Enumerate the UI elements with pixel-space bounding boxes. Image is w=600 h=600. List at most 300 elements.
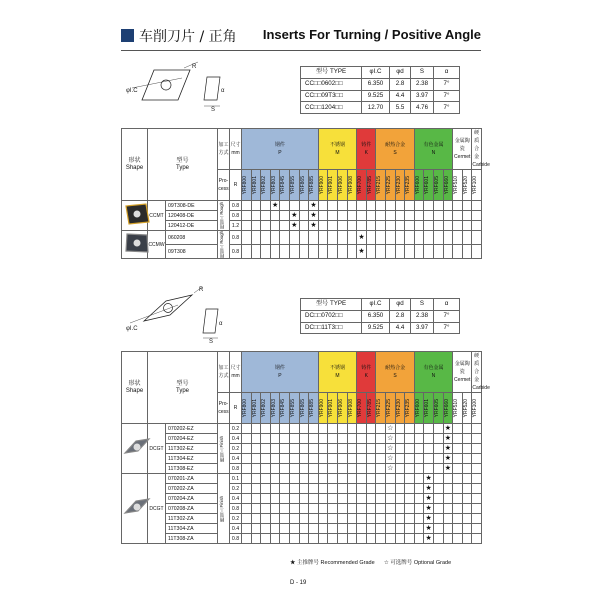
t2-grade-17-label: YRF235 <box>405 398 412 418</box>
t2-cell-0-1-0 <box>242 434 252 444</box>
t2-cell-0-1-4 <box>280 434 290 444</box>
t1-cell-0-1-17 <box>405 211 415 221</box>
dim2-h-d: φd <box>390 299 411 311</box>
t2-cell-0-4-13 <box>366 464 376 474</box>
t2-cell-0-3-19 <box>424 454 434 464</box>
t2-grade-3-label: YRF803 <box>270 398 277 418</box>
t2-cell-1-2-17 <box>405 494 415 504</box>
t1-group-4 <box>414 129 452 170</box>
t1-cell-1-1-21 <box>443 245 453 259</box>
t2-cell-0-1-22 <box>453 434 463 444</box>
t2-grade-5-label: YRF855 <box>289 398 296 418</box>
t1-grade-14-label: YRF215 <box>376 175 383 195</box>
t2-grade-20 <box>433 393 443 424</box>
t2-cell-0-3-18 <box>414 454 424 464</box>
t1-cell-0-2-11 <box>347 221 357 231</box>
t2-cell-1-5-13 <box>366 524 376 534</box>
t2-row-1-5 <box>122 524 482 534</box>
dim2-h-type: 型号 TYPE <box>301 299 362 311</box>
t2-cell-0-2-15: ☆ <box>387 444 394 452</box>
dim2-r1-c3: 3.97 <box>411 322 434 334</box>
t1-cell-1-0-23 <box>462 231 472 245</box>
t2-cell-1-0-6 <box>299 474 309 484</box>
t2-cell-1-3-23 <box>462 504 472 514</box>
t2-cell-1-1-11 <box>347 484 357 494</box>
t1-cell-1-1-23 <box>462 245 472 259</box>
t2-process-0 <box>218 424 230 474</box>
t2-cell-1-1-24 <box>472 484 482 494</box>
t2-type-cn: 型号 <box>176 380 189 387</box>
t2-cell-1-5-18 <box>414 524 424 534</box>
t1-cell-0-1-2 <box>261 211 271 221</box>
dim2-r0-c2: 2.8 <box>390 310 411 322</box>
t2-r-header: R <box>230 393 242 424</box>
t2-type-header <box>148 352 218 424</box>
t1-row-1-1 <box>122 245 482 259</box>
dim2-r1-c0: DC□□11T3□□ <box>301 322 362 334</box>
t2-cell-0-2-4 <box>280 444 290 454</box>
t2-cell-0-4-21: ★ <box>444 464 451 472</box>
t2-cell-0-2-2 <box>261 444 271 454</box>
t2-r-1-0: 0.1 <box>230 474 242 484</box>
t2-cell-1-2-13 <box>366 494 376 504</box>
t1-cell-0-2-7: ★ <box>310 221 317 229</box>
t2-row-0-3 <box>122 454 482 464</box>
t2-cell-1-4-8 <box>318 514 328 524</box>
t2-cell-0-2-20 <box>433 444 443 454</box>
t2-grade-14-label: YRF215 <box>376 398 383 418</box>
t2-cell-0-4-4 <box>280 464 290 474</box>
t2-cell-1-1-9 <box>328 484 338 494</box>
t2-cell-1-3-11 <box>347 504 357 514</box>
t1-group-6 <box>472 129 490 170</box>
t2-cell-0-2-13 <box>366 444 376 454</box>
t2-cell-0-2-3 <box>270 444 280 454</box>
t1-group-0 <box>242 129 319 170</box>
dcgt-insert-icon <box>122 435 152 459</box>
t1-cell-0-0-24 <box>472 201 482 211</box>
t2-cell-1-2-18 <box>414 494 424 504</box>
t2-cell-1-2-21 <box>443 494 453 504</box>
t2-cell-1-3-21 <box>443 504 453 514</box>
dim2-r1-c4: 7° <box>434 322 460 334</box>
t2-group-1-cn: 不锈钢 <box>329 365 345 371</box>
dim1-r1-c4: 7° <box>434 90 460 102</box>
t1-cell-0-0-0 <box>242 201 252 211</box>
t2-cell-1-5-8 <box>318 524 328 534</box>
cc-dimension-table <box>300 66 460 114</box>
t2-cell-1-4-12 <box>357 514 367 524</box>
t2-cell-1-0-9 <box>328 474 338 484</box>
t1-cell-0-1-14 <box>376 211 386 221</box>
t1-cell-1-0-11 <box>347 231 357 245</box>
t2-cell-1-6-17 <box>405 534 415 544</box>
dim1-r1-c3: 3.97 <box>411 90 434 102</box>
t1-cell-1-1-11 <box>347 245 357 259</box>
t2-cell-1-4-18 <box>414 514 424 524</box>
t2-cell-1-2-3 <box>270 494 280 504</box>
t2-cell-1-5-6 <box>299 524 309 534</box>
t2-cell-0-4-22 <box>453 464 463 474</box>
t1-cell-1-0-1 <box>251 231 261 245</box>
legend <box>290 558 451 566</box>
t2-shape-en: Shape <box>125 387 144 394</box>
t1-cell-1-1-24 <box>472 245 482 259</box>
t2-cell-0-0-11 <box>347 424 357 434</box>
t2-cell-0-1-14 <box>376 434 386 444</box>
dim1-h-d: φd <box>390 67 411 79</box>
t2-grade-21 <box>443 393 453 424</box>
t2-cell-1-3-15 <box>385 504 395 514</box>
dim2-r1-c2: 4.4 <box>390 322 411 334</box>
t2-cell-1-5-7 <box>309 524 319 534</box>
t2-grade-23 <box>462 393 472 424</box>
t2-group-4-en: N <box>431 373 436 379</box>
t1-cell-0-2-1 <box>251 221 261 231</box>
t1-procss-header: Pro-cess <box>218 170 230 201</box>
diagram1-alpha-label: α <box>221 88 225 94</box>
t1-grade-0 <box>242 170 252 201</box>
t2-cell-1-4-16 <box>395 514 405 524</box>
t1-cell-0-2-5: ★ <box>291 221 298 229</box>
t2-cell-1-2-14 <box>376 494 386 504</box>
t1-row-0-2 <box>122 221 482 231</box>
t2-cell-0-4-17 <box>405 464 415 474</box>
t2-cell-0-1-13 <box>366 434 376 444</box>
t2-cell-1-5-22 <box>453 524 463 534</box>
t2-cell-1-0-5 <box>289 474 299 484</box>
t2-cell-0-1-20 <box>433 434 443 444</box>
t2-r-1-5: 0.4 <box>230 524 242 534</box>
t2-cell-0-1-8 <box>318 434 328 444</box>
t2-grade-4-label: YRF845 <box>280 398 287 418</box>
t1-cell-0-0-11 <box>347 201 357 211</box>
t2-code-0-4: 11T308-EZ <box>166 464 218 474</box>
t2-cell-0-2-12 <box>357 444 367 454</box>
t2-cell-1-4-11 <box>347 514 357 524</box>
t2-cell-0-3-6 <box>299 454 309 464</box>
t2-shape-cn: 形状 <box>128 380 141 387</box>
t1-cell-0-0-10 <box>337 201 347 211</box>
t2-cell-1-6-20 <box>433 534 443 544</box>
t2-cell-0-2-17 <box>405 444 415 454</box>
t2-cell-0-0-22 <box>453 424 463 434</box>
t1-cell-0-1-16 <box>395 211 405 221</box>
t1-cell-0-2-20 <box>433 221 443 231</box>
t2-cell-0-1-16 <box>395 434 405 444</box>
t1-cell-0-1-11 <box>347 211 357 221</box>
t2-cell-1-4-10 <box>337 514 347 524</box>
dim1-r2-c0: CC□□1204□□ <box>301 102 362 114</box>
dim1-r0-c2: 2.8 <box>390 78 411 90</box>
t2-grade-15 <box>385 393 395 424</box>
t2-cell-1-1-17 <box>405 484 415 494</box>
t1-cell-0-0-20 <box>433 201 443 211</box>
t2-cell-1-5-9 <box>328 524 338 534</box>
t2-cell-0-1-17 <box>405 434 415 444</box>
t2-grade-16-label: YRF230 <box>395 398 402 418</box>
t1-shape-cn: 形状 <box>128 157 141 164</box>
t2-cell-0-0-13 <box>366 424 376 434</box>
t1-cell-1-1-16 <box>395 245 405 259</box>
t1-cell-1-0-24 <box>472 231 482 245</box>
t2-cell-1-2-23 <box>462 494 472 504</box>
t1-grade-3 <box>270 170 280 201</box>
t2-cell-1-0-1 <box>251 474 261 484</box>
t1-cell-0-1-18 <box>414 211 424 221</box>
t1-grade-12 <box>357 170 367 201</box>
t2-cell-0-3-4 <box>280 454 290 464</box>
dim1-r2-c3: 4.76 <box>411 102 434 114</box>
t2-cell-1-3-9 <box>328 504 338 514</box>
t2-header-row-1 <box>122 352 482 393</box>
t1-grade-22 <box>453 170 463 201</box>
t1-cell-0-0-12 <box>357 201 367 211</box>
t2-size-unit: mm <box>231 373 240 379</box>
t1-cell-0-1-6 <box>299 211 309 221</box>
t1-group-5-cn: 金属陶瓷 <box>454 138 470 152</box>
t2-group-5-cn: 金属陶瓷 <box>454 361 470 375</box>
t1-cell-0-1-0 <box>242 211 252 221</box>
t1-cell-0-0-16 <box>395 201 405 211</box>
t2-cell-0-0-15: ☆ <box>387 424 394 432</box>
t2-r-0-2: 0.2 <box>230 444 242 454</box>
t1-cell-1-1-20 <box>433 245 443 259</box>
t1-code-1-1: 09T308 <box>166 245 218 259</box>
t2-cell-1-6-19: ★ <box>425 534 432 542</box>
t2-cell-1-5-14 <box>376 524 386 534</box>
t2-cell-1-0-17 <box>405 474 415 484</box>
t1-cell-1-1-0 <box>242 245 252 259</box>
t2-cell-0-1-3 <box>270 434 280 444</box>
dim2-r0-c4: 7° <box>434 310 460 322</box>
t2-cell-1-6-14 <box>376 534 386 544</box>
t2-cell-1-2-8 <box>318 494 328 504</box>
t1-grade-22-label: YRF510 <box>453 175 460 195</box>
t1-cell-0-0-7: ★ <box>310 201 317 209</box>
t1-cell-1-0-15 <box>385 231 395 245</box>
t2-cell-1-3-7 <box>309 504 319 514</box>
t2-cell-0-2-11 <box>347 444 357 454</box>
t1-cell-1-0-8 <box>318 231 328 245</box>
t1-cell-0-2-16 <box>395 221 405 231</box>
t1-cell-0-2-23 <box>462 221 472 231</box>
t2-r-1-2: 0.4 <box>230 494 242 504</box>
t1-code-0-0: 09T308-DE <box>166 201 218 211</box>
t1-code-0-1: 120408-DE <box>166 211 218 221</box>
t1-grade-20 <box>433 170 443 201</box>
t2-cell-0-4-3 <box>270 464 280 474</box>
t2-group-0 <box>242 352 319 393</box>
t2-size-cn: 尺寸 <box>230 365 241 371</box>
t2-row-0-1 <box>122 434 482 444</box>
t2-cell-0-4-23 <box>462 464 472 474</box>
t2-cell-1-0-12 <box>357 474 367 484</box>
t1-cell-0-0-2 <box>261 201 271 211</box>
t2-cell-1-1-23 <box>462 484 472 494</box>
t1-row-1-0 <box>122 231 482 245</box>
t2-cell-0-0-5 <box>289 424 299 434</box>
t2-cell-1-1-21 <box>443 484 453 494</box>
t1-grade-8-label: YRF900 <box>318 175 325 195</box>
t2-cell-1-4-3 <box>270 514 280 524</box>
t2-cell-1-6-15 <box>385 534 395 544</box>
t2-grade-20-label: YRF605 <box>433 398 440 418</box>
t2-grade-8 <box>318 393 328 424</box>
t2-cell-1-6-4 <box>280 534 290 544</box>
t2-grade-22-label: YRF510 <box>453 398 460 418</box>
t2-process-0-label: 精加工 Finish <box>219 435 225 462</box>
t2-cell-1-5-10 <box>337 524 347 534</box>
t2-cell-0-2-16 <box>395 444 405 454</box>
dim2-r1-c1: 9.525 <box>362 322 390 334</box>
t2-code-1-0: 070201-ZA <box>166 474 218 484</box>
t1-cell-0-0-19 <box>424 201 434 211</box>
t2-cell-1-2-7 <box>309 494 319 504</box>
t1-cell-1-1-5 <box>289 245 299 259</box>
t1-cell-0-2-22 <box>453 221 463 231</box>
t2-cell-0-0-9 <box>328 424 338 434</box>
dim2-h-s: S <box>411 299 434 311</box>
t2-cell-0-3-16 <box>395 454 405 464</box>
t1-cell-1-1-17 <box>405 245 415 259</box>
t2-cell-0-4-24 <box>472 464 482 474</box>
t2-cell-1-0-13 <box>366 474 376 484</box>
t2-cell-0-2-10 <box>337 444 347 454</box>
t2-cell-1-3-16 <box>395 504 405 514</box>
t2-cell-0-0-20 <box>433 424 443 434</box>
t1-cell-0-2-13 <box>366 221 376 231</box>
t1-cell-1-0-9 <box>328 231 338 245</box>
t2-group-0-en: P <box>278 373 282 379</box>
t1-grade-18 <box>414 170 424 201</box>
t2-cell-1-2-6 <box>299 494 309 504</box>
t2-group-4-cn: 有色金属 <box>423 365 444 371</box>
t2-row-1-2 <box>122 494 482 504</box>
t2-cell-1-6-23 <box>462 534 472 544</box>
t2-cell-1-2-1 <box>251 494 261 504</box>
t2-group-0-cn: 钢件 <box>274 365 285 371</box>
t2-grade-2-label: YRF802 <box>261 398 268 418</box>
t2-cell-0-1-23 <box>462 434 472 444</box>
t2-cell-0-4-14 <box>376 464 386 474</box>
t1-cell-1-0-12: ★ <box>357 231 367 245</box>
t1-cell-1-0-19 <box>424 231 434 245</box>
t2-process-1-label: 精加工 Finish <box>219 495 225 522</box>
t1-cell-1-0-0 <box>242 231 252 245</box>
t1-cell-0-2-18 <box>414 221 424 231</box>
t2-cell-0-2-0 <box>242 444 252 454</box>
t2-grade-5 <box>289 393 299 424</box>
t1-process-1-label: 粗加工 Rough <box>219 231 225 258</box>
t1-r-0-1: 0.8 <box>230 211 242 221</box>
t2-cell-1-6-24 <box>472 534 482 544</box>
t2-cell-1-1-18 <box>414 484 424 494</box>
t2-cell-1-6-16 <box>395 534 405 544</box>
t1-code-1-0: 060208 <box>166 231 218 245</box>
t2-cell-0-2-1 <box>251 444 261 454</box>
t2-cell-0-3-12 <box>357 454 367 464</box>
t2-code-1-2: 070204-ZA <box>166 494 218 504</box>
t2-cell-1-6-9 <box>328 534 338 544</box>
t1-cell-0-1-15 <box>385 211 395 221</box>
t2-cell-1-1-13 <box>366 484 376 494</box>
t2-cell-0-0-7 <box>309 424 319 434</box>
t1-group-0-en: P <box>278 150 282 156</box>
t2-cell-0-2-7 <box>309 444 319 454</box>
t2-r-1-6: 0.8 <box>230 534 242 544</box>
t2-size-header <box>230 352 242 393</box>
t2-cell-0-1-2 <box>261 434 271 444</box>
dim1-r1-c1: 9.525 <box>362 90 390 102</box>
t1-grade-5 <box>289 170 299 201</box>
t2-cell-0-4-11 <box>347 464 357 474</box>
t1-grade-4-label: YRF845 <box>280 175 287 195</box>
t2-cell-1-6-3 <box>270 534 280 544</box>
t2-cell-1-2-24 <box>472 494 482 504</box>
t2-cell-1-6-13 <box>366 534 376 544</box>
t2-cell-0-3-5 <box>289 454 299 464</box>
t2-cell-1-2-9 <box>328 494 338 504</box>
t1-cell-1-1-13 <box>366 245 376 259</box>
t2-cell-1-3-17 <box>405 504 415 514</box>
t2-cell-1-3-4 <box>280 504 290 514</box>
t2-grade-18-label: YRF600 <box>414 398 421 418</box>
t2-cell-0-4-8 <box>318 464 328 474</box>
t2-cell-1-4-13 <box>366 514 376 524</box>
t1-cell-0-1-1 <box>251 211 261 221</box>
t2-grade-9 <box>328 393 338 424</box>
t2-cell-1-2-19: ★ <box>425 494 432 502</box>
t2-grade-11 <box>347 393 357 424</box>
dcgt-insert-icon <box>122 495 152 519</box>
t1-grade-19 <box>424 170 434 201</box>
t2-cell-1-4-15 <box>385 514 395 524</box>
t1-cell-0-2-24 <box>472 221 482 231</box>
t1-cell-0-0-13 <box>366 201 376 211</box>
t1-cell-0-0-21 <box>443 201 453 211</box>
t1-group-2-cn: 铸件 <box>361 142 372 148</box>
t2-cell-1-1-6 <box>299 484 309 494</box>
t2-grade-14 <box>376 393 386 424</box>
t2-cell-1-3-18 <box>414 504 424 514</box>
t1-cell-0-2-3 <box>270 221 280 231</box>
t1-process-header: 加工方式 <box>218 129 230 170</box>
t2-cell-1-6-7 <box>309 534 319 544</box>
t2-cell-1-0-10 <box>337 474 347 484</box>
t1-grade-17 <box>405 170 415 201</box>
t1-cell-0-2-4 <box>280 221 290 231</box>
t1-cell-0-0-22 <box>453 201 463 211</box>
t2-cell-1-5-0 <box>242 524 252 534</box>
t2-cell-0-0-6 <box>299 424 309 434</box>
t1-cell-1-1-4 <box>280 245 290 259</box>
dim2-r0-c0: DC□□0702□□ <box>301 310 362 322</box>
t1-grade-6-label: YRF865 <box>299 175 306 195</box>
t2-cell-0-3-21: ★ <box>444 454 451 462</box>
t2-cell-1-5-11 <box>347 524 357 534</box>
t2-cell-1-5-24 <box>472 524 482 534</box>
t2-grade-10 <box>337 393 347 424</box>
t1-grade-7 <box>309 170 319 201</box>
t2-cell-1-0-16 <box>395 474 405 484</box>
t2-process-header: 加工方式 <box>218 352 230 393</box>
t2-group-3 <box>376 352 414 393</box>
t1-grade-11-label: YRF908 <box>347 175 354 195</box>
t1-grade-24-label: YRF100 <box>472 175 479 195</box>
t1-header-row-1 <box>122 129 482 170</box>
t1-grade-19-label: YRF601 <box>424 175 431 195</box>
